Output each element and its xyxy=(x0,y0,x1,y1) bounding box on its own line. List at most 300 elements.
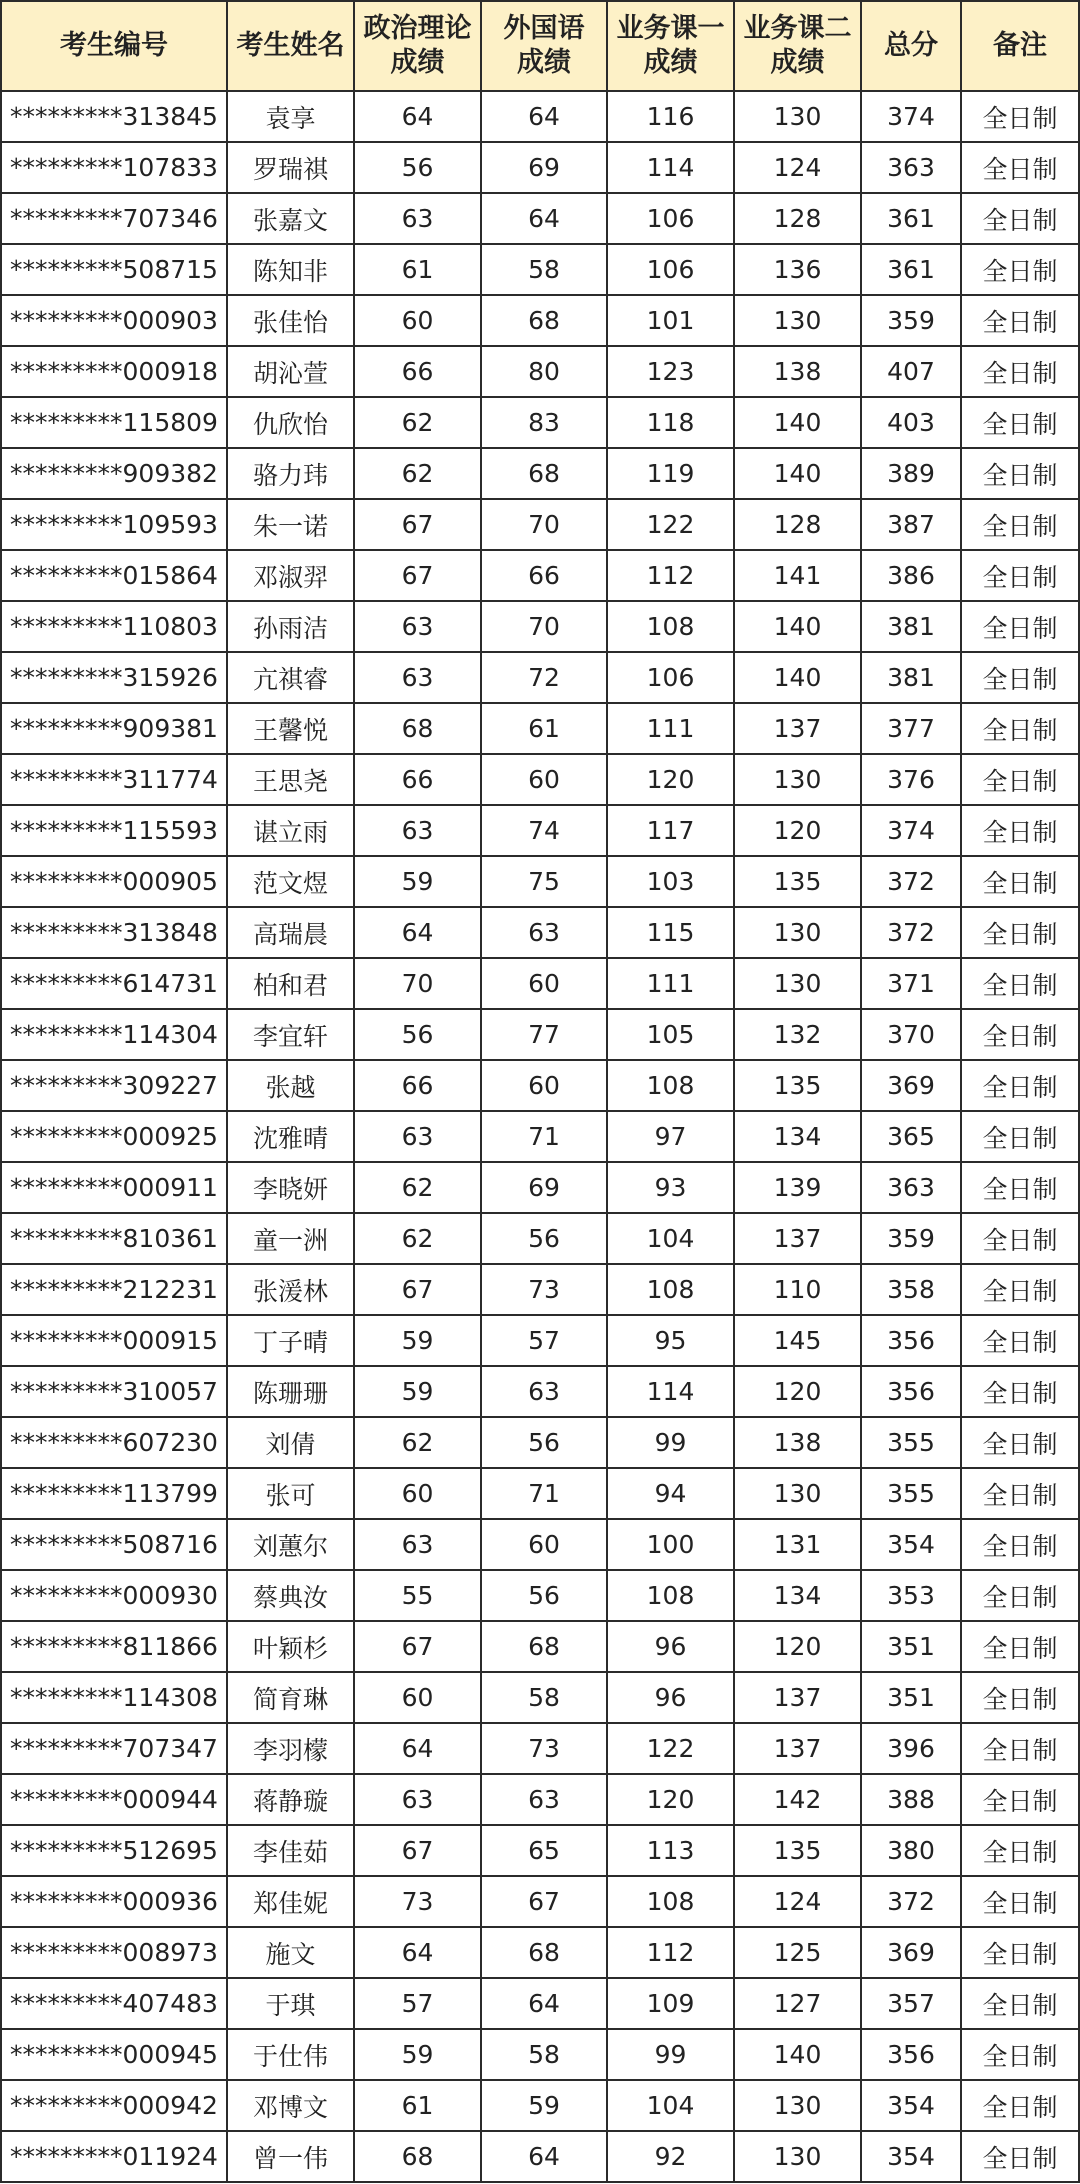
table-row xyxy=(1,1774,1079,1825)
major-course-1-score-cell: 104 xyxy=(607,2080,734,2131)
candidate-name-cell: 柏和君 xyxy=(227,958,354,1009)
candidate-id-cell: *********811866 xyxy=(1,1621,227,1672)
table-row xyxy=(1,1264,1079,1315)
candidate-name-cell: 李晓妍 xyxy=(227,1162,354,1213)
candidate-name-cell: 郑佳妮 xyxy=(227,1876,354,1927)
candidate-id-cell: *********614731 xyxy=(1,958,227,1009)
major-course-2-score-cell: 127 xyxy=(734,1978,861,2029)
politics-score-cell: 59 xyxy=(354,856,481,907)
table-row xyxy=(1,754,1079,805)
major-course-1-score-cell: 99 xyxy=(607,2029,734,2080)
politics-score-cell: 60 xyxy=(354,295,481,346)
remark-cell: 全日制 xyxy=(961,1417,1079,1468)
table-row xyxy=(1,1825,1079,1876)
major-course-2-score-cell: 140 xyxy=(734,601,861,652)
major-course-1-score-cell: 105 xyxy=(607,1009,734,1060)
candidate-id-cell: *********315926 xyxy=(1,652,227,703)
candidate-name-cell: 叶颖杉 xyxy=(227,1621,354,1672)
table-row xyxy=(1,1009,1079,1060)
candidate-id-cell: *********212231 xyxy=(1,1264,227,1315)
total-score-cell: 371 xyxy=(861,958,961,1009)
total-score-cell: 363 xyxy=(861,142,961,193)
foreign-language-score-cell: 60 xyxy=(481,958,607,1009)
candidate-name-cell: 曾一伟 xyxy=(227,2131,354,2182)
foreign-language-score-cell: 56 xyxy=(481,1570,607,1621)
candidate-name-cell: 胡沁萱 xyxy=(227,346,354,397)
header-total-score xyxy=(861,1,961,91)
major-course-1-score-cell: 111 xyxy=(607,958,734,1009)
remark-cell: 全日制 xyxy=(961,1570,1079,1621)
politics-score-cell: 67 xyxy=(354,1825,481,1876)
foreign-language-score-cell: 68 xyxy=(481,448,607,499)
total-score-cell: 359 xyxy=(861,295,961,346)
politics-score-cell: 67 xyxy=(354,550,481,601)
table-row xyxy=(1,2131,1079,2182)
politics-score-cell: 63 xyxy=(354,193,481,244)
major-course-1-score-cell: 119 xyxy=(607,448,734,499)
politics-score-cell: 67 xyxy=(354,1264,481,1315)
major-course-1-score-cell: 103 xyxy=(607,856,734,907)
major-course-1-score-cell: 113 xyxy=(607,1825,734,1876)
table-row xyxy=(1,1519,1079,1570)
politics-score-cell: 62 xyxy=(354,1417,481,1468)
total-score-cell: 369 xyxy=(861,1927,961,1978)
major-course-2-score-cell: 142 xyxy=(734,1774,861,1825)
major-course-2-score-cell: 135 xyxy=(734,856,861,907)
major-course-1-score-cell: 114 xyxy=(607,1366,734,1417)
remark-cell: 全日制 xyxy=(961,1723,1079,1774)
table-row xyxy=(1,142,1079,193)
foreign-language-score-cell: 71 xyxy=(481,1111,607,1162)
table-row xyxy=(1,1417,1079,1468)
header-major-course-2-score xyxy=(734,1,861,91)
table-row xyxy=(1,1213,1079,1264)
politics-score-cell: 59 xyxy=(354,1315,481,1366)
major-course-1-score-cell: 96 xyxy=(607,1621,734,1672)
remark-cell: 全日制 xyxy=(961,1162,1079,1213)
politics-score-cell: 63 xyxy=(354,601,481,652)
table-row xyxy=(1,193,1079,244)
foreign-language-score-cell: 59 xyxy=(481,2080,607,2131)
major-course-2-score-cell: 135 xyxy=(734,1060,861,1111)
header-label-line1: 政治理论 xyxy=(363,13,472,44)
remark-cell: 全日制 xyxy=(961,2080,1079,2131)
politics-score-cell: 56 xyxy=(354,142,481,193)
total-score-cell: 355 xyxy=(861,1468,961,1519)
major-course-1-score-cell: 108 xyxy=(607,1876,734,1927)
major-course-1-score-cell: 95 xyxy=(607,1315,734,1366)
candidate-name-cell: 李宜轩 xyxy=(227,1009,354,1060)
candidate-id-cell: *********407483 xyxy=(1,1978,227,2029)
table-row xyxy=(1,499,1079,550)
major-course-1-score-cell: 108 xyxy=(607,1570,734,1621)
foreign-language-score-cell: 61 xyxy=(481,703,607,754)
foreign-language-score-cell: 63 xyxy=(481,1366,607,1417)
header-remark xyxy=(961,1,1079,91)
foreign-language-score-cell: 72 xyxy=(481,652,607,703)
major-course-1-score-cell: 92 xyxy=(607,2131,734,2182)
major-course-2-score-cell: 134 xyxy=(734,1570,861,1621)
foreign-language-score-cell: 77 xyxy=(481,1009,607,1060)
table-row xyxy=(1,91,1079,142)
table-row xyxy=(1,2080,1079,2131)
candidate-name-cell: 张嘉文 xyxy=(227,193,354,244)
table-row xyxy=(1,601,1079,652)
major-course-2-score-cell: 141 xyxy=(734,550,861,601)
total-score-cell: 356 xyxy=(861,2029,961,2080)
candidate-id-cell: *********313845 xyxy=(1,91,227,142)
candidate-name-cell: 谌立雨 xyxy=(227,805,354,856)
major-course-1-score-cell: 106 xyxy=(607,652,734,703)
major-course-2-score-cell: 137 xyxy=(734,1723,861,1774)
remark-cell: 全日制 xyxy=(961,91,1079,142)
candidate-name-cell: 罗瑞祺 xyxy=(227,142,354,193)
remark-cell: 全日制 xyxy=(961,1927,1079,1978)
foreign-language-score-cell: 75 xyxy=(481,856,607,907)
foreign-language-score-cell: 71 xyxy=(481,1468,607,1519)
candidate-name-cell: 邓淑羿 xyxy=(227,550,354,601)
foreign-language-score-cell: 58 xyxy=(481,1672,607,1723)
table-row xyxy=(1,1621,1079,1672)
politics-score-cell: 63 xyxy=(354,805,481,856)
header-label-line1: 业务课二 xyxy=(743,13,852,44)
candidate-name-cell: 童一洲 xyxy=(227,1213,354,1264)
major-course-1-score-cell: 93 xyxy=(607,1162,734,1213)
remark-cell: 全日制 xyxy=(961,1876,1079,1927)
candidate-id-cell: *********113799 xyxy=(1,1468,227,1519)
major-course-2-score-cell: 125 xyxy=(734,1927,861,1978)
table-row xyxy=(1,2029,1079,2080)
candidate-name-cell: 朱一诺 xyxy=(227,499,354,550)
table-row xyxy=(1,1723,1079,1774)
major-course-2-score-cell: 128 xyxy=(734,499,861,550)
remark-cell: 全日制 xyxy=(961,448,1079,499)
header-label-line2: 成绩 xyxy=(643,47,698,78)
candidate-name-cell: 仇欣怡 xyxy=(227,397,354,448)
total-score-cell: 354 xyxy=(861,2080,961,2131)
foreign-language-score-cell: 69 xyxy=(481,142,607,193)
candidate-id-cell: *********000936 xyxy=(1,1876,227,1927)
major-course-1-score-cell: 101 xyxy=(607,295,734,346)
candidate-name-cell: 王思尧 xyxy=(227,754,354,805)
foreign-language-score-cell: 56 xyxy=(481,1213,607,1264)
candidate-name-cell: 陈珊珊 xyxy=(227,1366,354,1417)
major-course-2-score-cell: 140 xyxy=(734,652,861,703)
candidate-id-cell: *********000945 xyxy=(1,2029,227,2080)
total-score-cell: 374 xyxy=(861,91,961,142)
total-score-cell: 356 xyxy=(861,1315,961,1366)
major-course-1-score-cell: 104 xyxy=(607,1213,734,1264)
total-score-cell: 381 xyxy=(861,652,961,703)
foreign-language-score-cell: 56 xyxy=(481,1417,607,1468)
major-course-2-score-cell: 132 xyxy=(734,1009,861,1060)
candidate-id-cell: *********114308 xyxy=(1,1672,227,1723)
header-label-line1: 备注 xyxy=(993,30,1047,61)
table-row xyxy=(1,856,1079,907)
foreign-language-score-cell: 58 xyxy=(481,2029,607,2080)
header-candidate-id xyxy=(1,1,227,91)
politics-score-cell: 68 xyxy=(354,2131,481,2182)
major-course-1-score-cell: 108 xyxy=(607,1264,734,1315)
candidate-id-cell: *********810361 xyxy=(1,1213,227,1264)
major-course-2-score-cell: 110 xyxy=(734,1264,861,1315)
total-score-cell: 355 xyxy=(861,1417,961,1468)
candidate-name-cell: 丁子晴 xyxy=(227,1315,354,1366)
table-row xyxy=(1,295,1079,346)
total-score-cell: 354 xyxy=(861,1519,961,1570)
foreign-language-score-cell: 65 xyxy=(481,1825,607,1876)
foreign-language-score-cell: 69 xyxy=(481,1162,607,1213)
table-row xyxy=(1,244,1079,295)
remark-cell: 全日制 xyxy=(961,397,1079,448)
politics-score-cell: 55 xyxy=(354,1570,481,1621)
foreign-language-score-cell: 60 xyxy=(481,1519,607,1570)
major-course-1-score-cell: 112 xyxy=(607,1927,734,1978)
foreign-language-score-cell: 63 xyxy=(481,1774,607,1825)
major-course-1-score-cell: 108 xyxy=(607,601,734,652)
remark-cell: 全日制 xyxy=(961,1519,1079,1570)
table-row xyxy=(1,1927,1079,1978)
total-score-cell: 372 xyxy=(861,1876,961,1927)
candidate-id-cell: *********107833 xyxy=(1,142,227,193)
foreign-language-score-cell: 64 xyxy=(481,91,607,142)
foreign-language-score-cell: 64 xyxy=(481,2131,607,2182)
politics-score-cell: 68 xyxy=(354,703,481,754)
major-course-1-score-cell: 112 xyxy=(607,550,734,601)
politics-score-cell: 62 xyxy=(354,1162,481,1213)
table-row xyxy=(1,1162,1079,1213)
major-course-1-score-cell: 106 xyxy=(607,244,734,295)
remark-cell: 全日制 xyxy=(961,1315,1079,1366)
foreign-language-score-cell: 68 xyxy=(481,1621,607,1672)
major-course-2-score-cell: 130 xyxy=(734,1468,861,1519)
candidate-id-cell: *********115809 xyxy=(1,397,227,448)
remark-cell: 全日制 xyxy=(961,1264,1079,1315)
major-course-2-score-cell: 130 xyxy=(734,907,861,958)
total-score-cell: 369 xyxy=(861,1060,961,1111)
remark-cell: 全日制 xyxy=(961,754,1079,805)
total-score-cell: 356 xyxy=(861,1366,961,1417)
candidate-id-cell: *********909382 xyxy=(1,448,227,499)
foreign-language-score-cell: 70 xyxy=(481,601,607,652)
remark-cell: 全日制 xyxy=(961,958,1079,1009)
candidate-id-cell: *********000918 xyxy=(1,346,227,397)
politics-score-cell: 64 xyxy=(354,907,481,958)
foreign-language-score-cell: 57 xyxy=(481,1315,607,1366)
major-course-2-score-cell: 120 xyxy=(734,1621,861,1672)
major-course-1-score-cell: 106 xyxy=(607,193,734,244)
remark-cell: 全日制 xyxy=(961,1213,1079,1264)
candidate-id-cell: *********311774 xyxy=(1,754,227,805)
politics-score-cell: 60 xyxy=(354,1672,481,1723)
table-row xyxy=(1,550,1079,601)
header-major-course-1-score xyxy=(607,1,734,91)
major-course-2-score-cell: 130 xyxy=(734,2080,861,2131)
table-row xyxy=(1,1978,1079,2029)
table-row xyxy=(1,397,1079,448)
table-row xyxy=(1,1876,1079,1927)
remark-cell: 全日制 xyxy=(961,856,1079,907)
table-row xyxy=(1,805,1079,856)
remark-cell: 全日制 xyxy=(961,1978,1079,2029)
major-course-2-score-cell: 139 xyxy=(734,1162,861,1213)
candidate-name-cell: 刘蕙尔 xyxy=(227,1519,354,1570)
header-label-line1: 业务课一 xyxy=(616,13,725,44)
foreign-language-score-cell: 74 xyxy=(481,805,607,856)
candidate-name-cell: 亢祺睿 xyxy=(227,652,354,703)
candidate-name-cell: 张可 xyxy=(227,1468,354,1519)
remark-cell: 全日制 xyxy=(961,346,1079,397)
table-row xyxy=(1,1315,1079,1366)
major-course-1-score-cell: 97 xyxy=(607,1111,734,1162)
major-course-2-score-cell: 120 xyxy=(734,1366,861,1417)
major-course-2-score-cell: 140 xyxy=(734,397,861,448)
header-label-line2: 成绩 xyxy=(390,47,445,78)
politics-score-cell: 63 xyxy=(354,1774,481,1825)
table-row xyxy=(1,1468,1079,1519)
major-course-2-score-cell: 124 xyxy=(734,142,861,193)
table-row xyxy=(1,1570,1079,1621)
total-score-cell: 403 xyxy=(861,397,961,448)
header-row xyxy=(1,1,1079,91)
major-course-2-score-cell: 134 xyxy=(734,1111,861,1162)
table-body xyxy=(1,91,1079,2182)
foreign-language-score-cell: 73 xyxy=(481,1264,607,1315)
total-score-cell: 372 xyxy=(861,907,961,958)
politics-score-cell: 73 xyxy=(354,1876,481,1927)
major-course-2-score-cell: 130 xyxy=(734,754,861,805)
major-course-2-score-cell: 130 xyxy=(734,91,861,142)
candidate-name-cell: 张越 xyxy=(227,1060,354,1111)
header-label-line1: 考生编号 xyxy=(60,30,168,61)
major-course-1-score-cell: 115 xyxy=(607,907,734,958)
politics-score-cell: 60 xyxy=(354,1468,481,1519)
politics-score-cell: 63 xyxy=(354,652,481,703)
total-score-cell: 365 xyxy=(861,1111,961,1162)
major-course-1-score-cell: 100 xyxy=(607,1519,734,1570)
major-course-1-score-cell: 123 xyxy=(607,346,734,397)
candidate-id-cell: *********313848 xyxy=(1,907,227,958)
candidate-id-cell: *********512695 xyxy=(1,1825,227,1876)
major-course-1-score-cell: 111 xyxy=(607,703,734,754)
candidate-id-cell: *********000905 xyxy=(1,856,227,907)
candidate-name-cell: 于仕伟 xyxy=(227,2029,354,2080)
candidate-id-cell: *********707346 xyxy=(1,193,227,244)
candidate-id-cell: *********508715 xyxy=(1,244,227,295)
major-course-2-score-cell: 128 xyxy=(734,193,861,244)
candidate-name-cell: 骆力玮 xyxy=(227,448,354,499)
total-score-cell: 353 xyxy=(861,1570,961,1621)
foreign-language-score-cell: 64 xyxy=(481,193,607,244)
politics-score-cell: 63 xyxy=(354,1111,481,1162)
header-foreign-language-score xyxy=(481,1,607,91)
table-row xyxy=(1,703,1079,754)
politics-score-cell: 64 xyxy=(354,1723,481,1774)
foreign-language-score-cell: 73 xyxy=(481,1723,607,1774)
candidate-id-cell: *********508716 xyxy=(1,1519,227,1570)
candidate-name-cell: 王馨悦 xyxy=(227,703,354,754)
major-course-2-score-cell: 120 xyxy=(734,805,861,856)
remark-cell: 全日制 xyxy=(961,1111,1079,1162)
foreign-language-score-cell: 80 xyxy=(481,346,607,397)
major-course-2-score-cell: 140 xyxy=(734,2029,861,2080)
remark-cell: 全日制 xyxy=(961,1060,1079,1111)
politics-score-cell: 63 xyxy=(354,1519,481,1570)
remark-cell: 全日制 xyxy=(961,142,1079,193)
major-course-1-score-cell: 118 xyxy=(607,397,734,448)
table-header xyxy=(1,1,1079,91)
candidate-name-cell: 施文 xyxy=(227,1927,354,1978)
header-label-line1: 外国语 xyxy=(503,13,585,44)
foreign-language-score-cell: 83 xyxy=(481,397,607,448)
remark-cell: 全日制 xyxy=(961,295,1079,346)
total-score-cell: 388 xyxy=(861,1774,961,1825)
table-row xyxy=(1,346,1079,397)
remark-cell: 全日制 xyxy=(961,2029,1079,2080)
table-row xyxy=(1,1111,1079,1162)
major-course-1-score-cell: 114 xyxy=(607,142,734,193)
table-row xyxy=(1,1672,1079,1723)
candidate-id-cell: *********015864 xyxy=(1,550,227,601)
major-course-1-score-cell: 108 xyxy=(607,1060,734,1111)
header-label-line2: 成绩 xyxy=(770,47,825,78)
politics-score-cell: 62 xyxy=(354,448,481,499)
major-course-2-score-cell: 137 xyxy=(734,703,861,754)
total-score-cell: 361 xyxy=(861,193,961,244)
politics-score-cell: 67 xyxy=(354,1621,481,1672)
major-course-1-score-cell: 99 xyxy=(607,1417,734,1468)
major-course-2-score-cell: 138 xyxy=(734,346,861,397)
major-course-2-score-cell: 130 xyxy=(734,295,861,346)
major-course-2-score-cell: 136 xyxy=(734,244,861,295)
politics-score-cell: 56 xyxy=(354,1009,481,1060)
major-course-1-score-cell: 109 xyxy=(607,1978,734,2029)
candidate-name-cell: 张湲林 xyxy=(227,1264,354,1315)
header-label-line1: 总分 xyxy=(884,30,938,61)
total-score-cell: 396 xyxy=(861,1723,961,1774)
candidate-id-cell: *********115593 xyxy=(1,805,227,856)
major-course-1-score-cell: 122 xyxy=(607,499,734,550)
major-course-1-score-cell: 116 xyxy=(607,91,734,142)
remark-cell: 全日制 xyxy=(961,193,1079,244)
candidate-name-cell: 高瑞晨 xyxy=(227,907,354,958)
total-score-cell: 351 xyxy=(861,1621,961,1672)
total-score-cell: 386 xyxy=(861,550,961,601)
major-course-1-score-cell: 122 xyxy=(607,1723,734,1774)
total-score-cell: 387 xyxy=(861,499,961,550)
candidate-name-cell: 范文煜 xyxy=(227,856,354,907)
politics-score-cell: 62 xyxy=(354,1213,481,1264)
foreign-language-score-cell: 60 xyxy=(481,754,607,805)
candidate-name-cell: 孙雨洁 xyxy=(227,601,354,652)
major-course-1-score-cell: 94 xyxy=(607,1468,734,1519)
major-course-2-score-cell: 130 xyxy=(734,2131,861,2182)
total-score-cell: 372 xyxy=(861,856,961,907)
major-course-1-score-cell: 120 xyxy=(607,754,734,805)
candidate-id-cell: *********707347 xyxy=(1,1723,227,1774)
total-score-cell: 381 xyxy=(861,601,961,652)
foreign-language-score-cell: 66 xyxy=(481,550,607,601)
politics-score-cell: 61 xyxy=(354,244,481,295)
table-row xyxy=(1,1060,1079,1111)
total-score-cell: 380 xyxy=(861,1825,961,1876)
major-course-2-score-cell: 138 xyxy=(734,1417,861,1468)
candidate-id-cell: *********000925 xyxy=(1,1111,227,1162)
remark-cell: 全日制 xyxy=(961,1621,1079,1672)
candidate-id-cell: *********000911 xyxy=(1,1162,227,1213)
remark-cell: 全日制 xyxy=(961,244,1079,295)
total-score-cell: 389 xyxy=(861,448,961,499)
